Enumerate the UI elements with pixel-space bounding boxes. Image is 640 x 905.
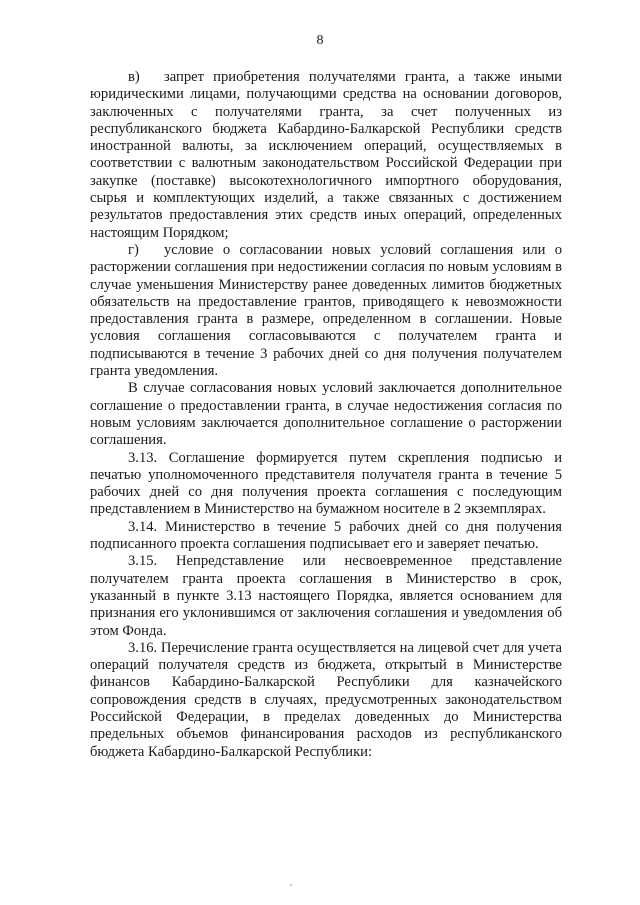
page-number: 8: [316, 33, 324, 48]
scan-speck: [290, 884, 292, 886]
paragraph-3-13: [90, 450, 562, 519]
list-marker: г): [128, 241, 139, 258]
document-body: [90, 69, 562, 761]
paragraph-3-15: [90, 553, 562, 639]
paragraph-item-g: [90, 242, 562, 380]
paragraph-3-16: [90, 640, 562, 761]
paragraph-3-14: [90, 519, 562, 554]
list-marker: в): [128, 69, 140, 85]
paragraph-text: 3.13. Соглашение формируется путем скрепления подписью и печатью уполномоченного представителя получателя гранта в течение 5 рабочих дней со дня получения проекта соглашения с последующим представлением в Министерство на бумажном носителе в 2 экземплярах.: [90, 449, 562, 518]
paragraph-text: В случае согласования новых условий заключается дополнительное соглашение о предоставлении гранта, в случае недостижения согласия по новым условиям заключается дополнительное соглашение о расторжении соглашения.: [90, 380, 562, 449]
paragraph-text: 3.15. Непредставление или несвоевременное представление получателем гранта проекта соглашения в Министерство в срок, указанный в пункте 3.13 настоящего Порядка, является основанием для признания его уклонившимся от заключения соглашения и уведомления об этом Фонда.: [90, 553, 562, 639]
paragraph-text: условие о согласовании новых условий соглашения или о расторжении соглашения при недостижении согласия по новым условиям в случае уменьшения Министерству ранее доведенных лимитов бюджетных обязательств на предоставление грантов, приводящего к невозможности предоставления гранта в размере, определенном в соглашении. Новые условия соглашения согласовываются с получателем гранта и подписываются в течение 3 рабочих дней со дня получения получателем гранта уведомления.: [90, 241, 562, 380]
paragraph-new-conditions: [90, 380, 562, 449]
paragraph-text: 3.16. Перечисление гранта осуществляется на лицевой счет для учета операций получателя средств из бюджета, открытый в Министерстве финансов Кабардино-Балкарской Республики для казначейского сопровождения средств в случаях, предусмотренных законодательством Российской Федерации, в пределах доведенных до Министерства предельных объемов финансирования расходов из республиканского бюджета Кабардино-Балкарской Республики:: [90, 639, 562, 760]
paragraph-text: запрет приобретения получателями гранта, а также иными юридическими лицами, получающими средства на основании договоров, заключенных с получателями гранта, за счет полученных из республиканского бюджета Кабардино-Балкарской Республики средств иностранной валюты, за исключением операций, осуществляемых в соответствии с валютным законодательством Российской Федерации при закупке (поставке) высокотехнологичного импортного оборудования, сырья и комплектующих изделий, а также связанных с достижением результатов предоставления этих средств иных операций, определенных настоящим Порядком;: [90, 69, 562, 241]
paragraph-text: 3.14. Министерство в течение 5 рабочих дней со дня получения подписанного проекта соглашения подписывает его и заверяет печатью.: [90, 518, 562, 553]
paragraph-item-v: [90, 69, 562, 242]
